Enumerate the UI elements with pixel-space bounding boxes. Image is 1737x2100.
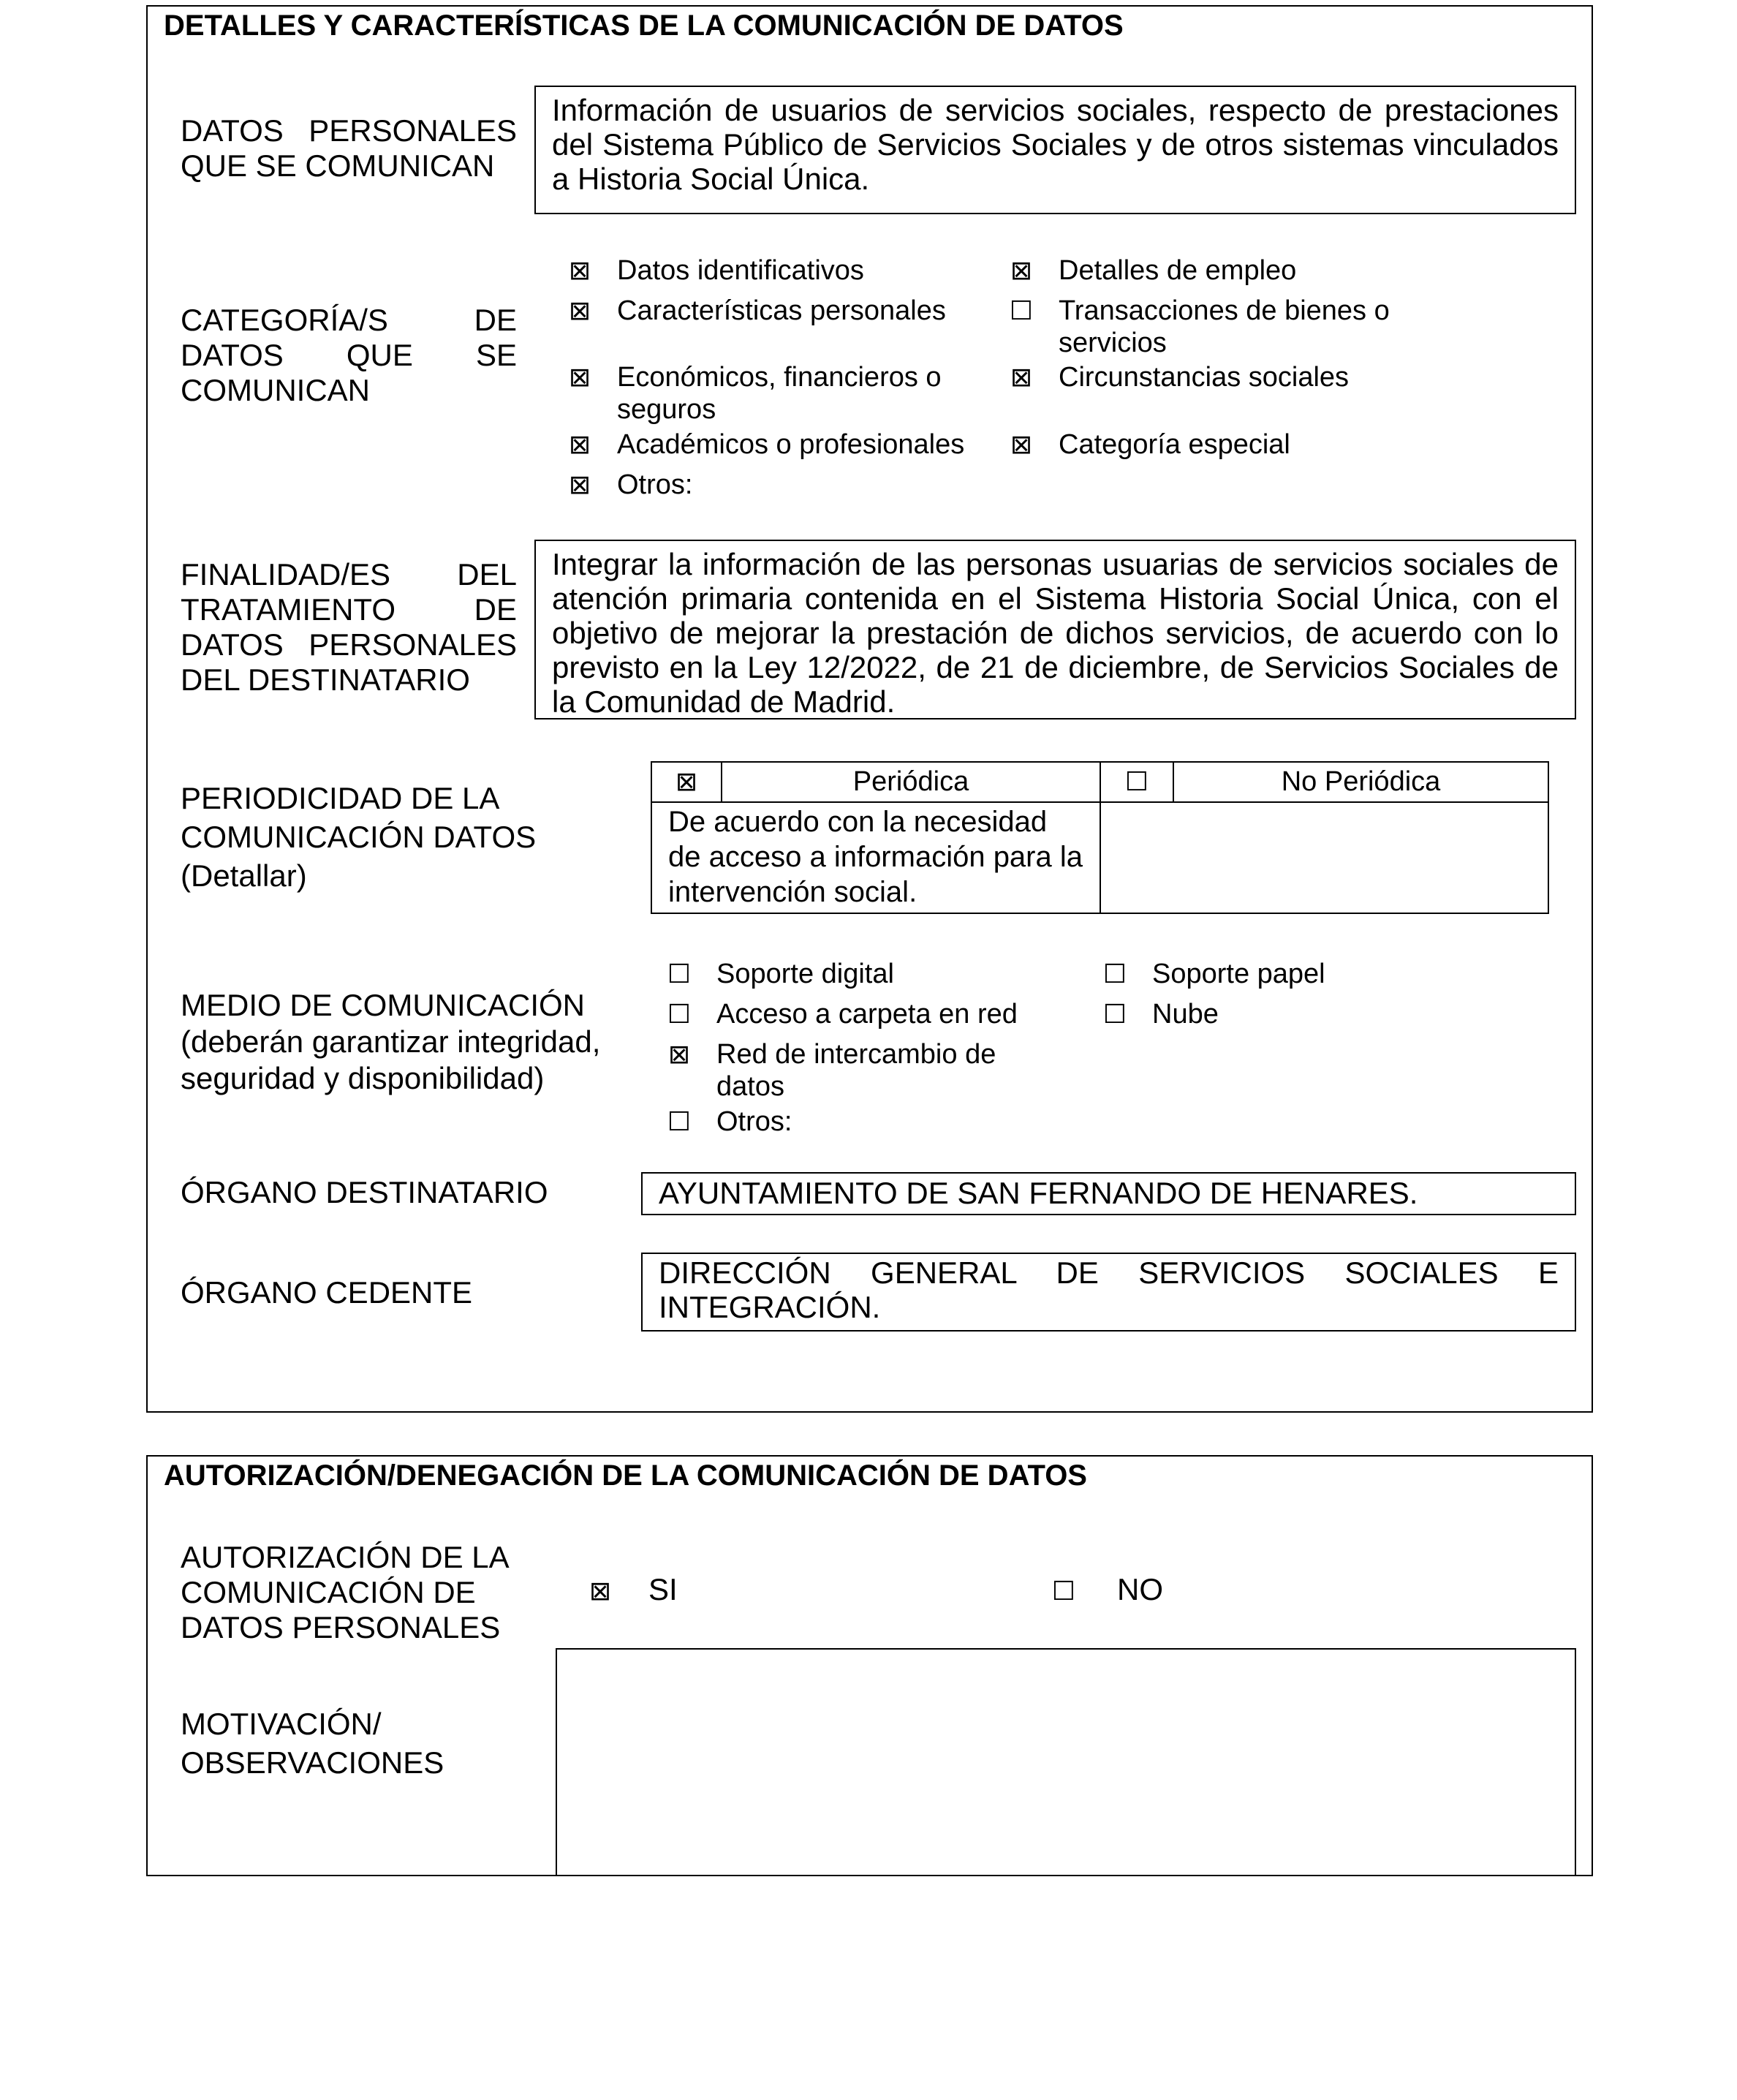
checkbox-label: Académicos o profesionales — [617, 429, 965, 460]
no-checkbox[interactable]: ☐ — [1051, 1576, 1076, 1606]
checkbox[interactable]: ⊠ — [568, 256, 591, 286]
checkbox[interactable]: ⊠ — [568, 296, 591, 326]
si-label: SI — [648, 1572, 678, 1606]
no-label: NO — [1117, 1572, 1163, 1606]
checkbox[interactable]: ⊠ — [568, 470, 591, 500]
datos-personales-label: DATOS PERSONALES QUE SE COMUNICAN — [181, 113, 517, 183]
checkbox-label: Red de intercambio de datos — [716, 1039, 996, 1102]
checkbox-label: Categoría especial — [1059, 429, 1290, 460]
checkbox[interactable]: ☐ — [1102, 959, 1127, 989]
no-periodica-label: No Periódica — [1173, 762, 1548, 802]
categorias-label: CATEGORÍA/S DE DATOS QUE SE COMUNICAN — [181, 303, 517, 407]
checkbox-label: Acceso a carpeta en red — [716, 999, 1018, 1030]
medio-label: MEDIO DE COMUNICACIÓN (deberán garantizar integridad, seguridad y disponibilidad) — [181, 988, 601, 1095]
checkbox[interactable]: ☐ — [667, 1107, 692, 1137]
checkbox[interactable]: ⊠ — [568, 363, 591, 393]
no-periodica-checkbox[interactable]: ☐ — [1100, 762, 1173, 802]
checkbox-label: Soporte digital — [716, 959, 894, 989]
organo-destinatario-value: AYUNTAMIENTO DE SAN FERNANDO DE HENARES. — [641, 1172, 1576, 1215]
finalidad-value: Integrar la información de las personas usuarias de servicios sociales de atención primaria contenida en el Sistema Historia Social Única, con el objetivo de mejorar la prestación de dichos servicios, de acuerdo con lo previsto en la Ley 12/2022, de 21 de diciembre, de Servicios Sociales de la Comunidad de Madrid. — [534, 540, 1576, 719]
checkbox[interactable]: ☐ — [667, 959, 692, 989]
periodicidad-table — [651, 761, 1549, 914]
checkbox-label: Transacciones de bienes o servicios — [1059, 295, 1390, 358]
periodica-label: Periódica — [722, 762, 1100, 802]
motivacion-label: MOTIVACIÓN/ OBSERVACIONES — [181, 1707, 444, 1780]
checkbox[interactable]: ⊠ — [667, 1040, 691, 1070]
checkbox[interactable]: ⊠ — [568, 430, 591, 460]
motivacion-field[interactable] — [556, 1648, 1576, 1876]
checkbox-label: Otros: — [617, 469, 693, 500]
checkbox-label: Otros: — [716, 1106, 792, 1137]
periodicidad-detalle: De acuerdo con la necesidad de acceso a información para la intervención social. — [651, 802, 1100, 913]
section-autorizacion-title: AUTORIZACIÓN/DENEGACIÓN DE LA COMUNICACIÓN DE DATOS — [164, 1459, 1087, 1492]
periodica-checkbox[interactable]: ⊠ — [651, 762, 722, 802]
checkbox[interactable]: ☐ — [1102, 1000, 1127, 1030]
checkbox[interactable]: ⊠ — [1010, 363, 1033, 393]
si-checkbox[interactable]: ⊠ — [589, 1576, 612, 1606]
checkbox-label: Circunstancias sociales — [1059, 362, 1350, 393]
checkbox[interactable]: ☐ — [667, 1000, 692, 1030]
checkbox-label: Soporte papel — [1152, 959, 1325, 989]
checkbox-label: Características personales — [617, 295, 946, 326]
checkbox[interactable]: ⊠ — [1010, 256, 1033, 286]
checkbox[interactable]: ⊠ — [1010, 430, 1033, 460]
checkbox[interactable]: ☐ — [1009, 296, 1034, 326]
autorizacion-label: AUTORIZACIÓN DE LA COMUNICACIÓN DE DATOS PERSONALES — [181, 1540, 510, 1644]
checkbox-label: Nube — [1152, 999, 1219, 1030]
datos-personales-value: Información de usuarios de servicios sociales, respecto de prestaciones del Sistema Público de Servicios Sociales y de otros sistemas vinculados a Historia Social Única. — [534, 86, 1576, 214]
periodicidad-label: PERIODICIDAD DE LA COMUNICACIÓN DATOS (Detallar) — [181, 781, 537, 893]
no-periodica-detalle — [1100, 802, 1548, 913]
organo-cedente-value: DIRECCIÓN GENERAL DE SERVICIOS SOCIALES E INTEGRACIÓN. — [641, 1253, 1576, 1332]
checkbox-label: Detalles de empleo — [1059, 255, 1297, 286]
checkbox-label: Datos identificativos — [617, 255, 864, 286]
organo-destinatario-label: ÓRGANO DESTINATARIO — [181, 1175, 548, 1209]
checkbox-label: Económicos, financieros o seguros — [617, 362, 942, 425]
organo-cedente-label: ÓRGANO CEDENTE — [181, 1275, 473, 1310]
finalidad-label: FINALIDAD/ES DEL TRATAMIENTO DE DATOS PERSONALES DEL DESTINATARIO — [181, 557, 517, 697]
section-detalles-title: DETALLES Y CARACTERÍSTICAS DE LA COMUNICACIÓN DE DATOS — [164, 10, 1124, 42]
